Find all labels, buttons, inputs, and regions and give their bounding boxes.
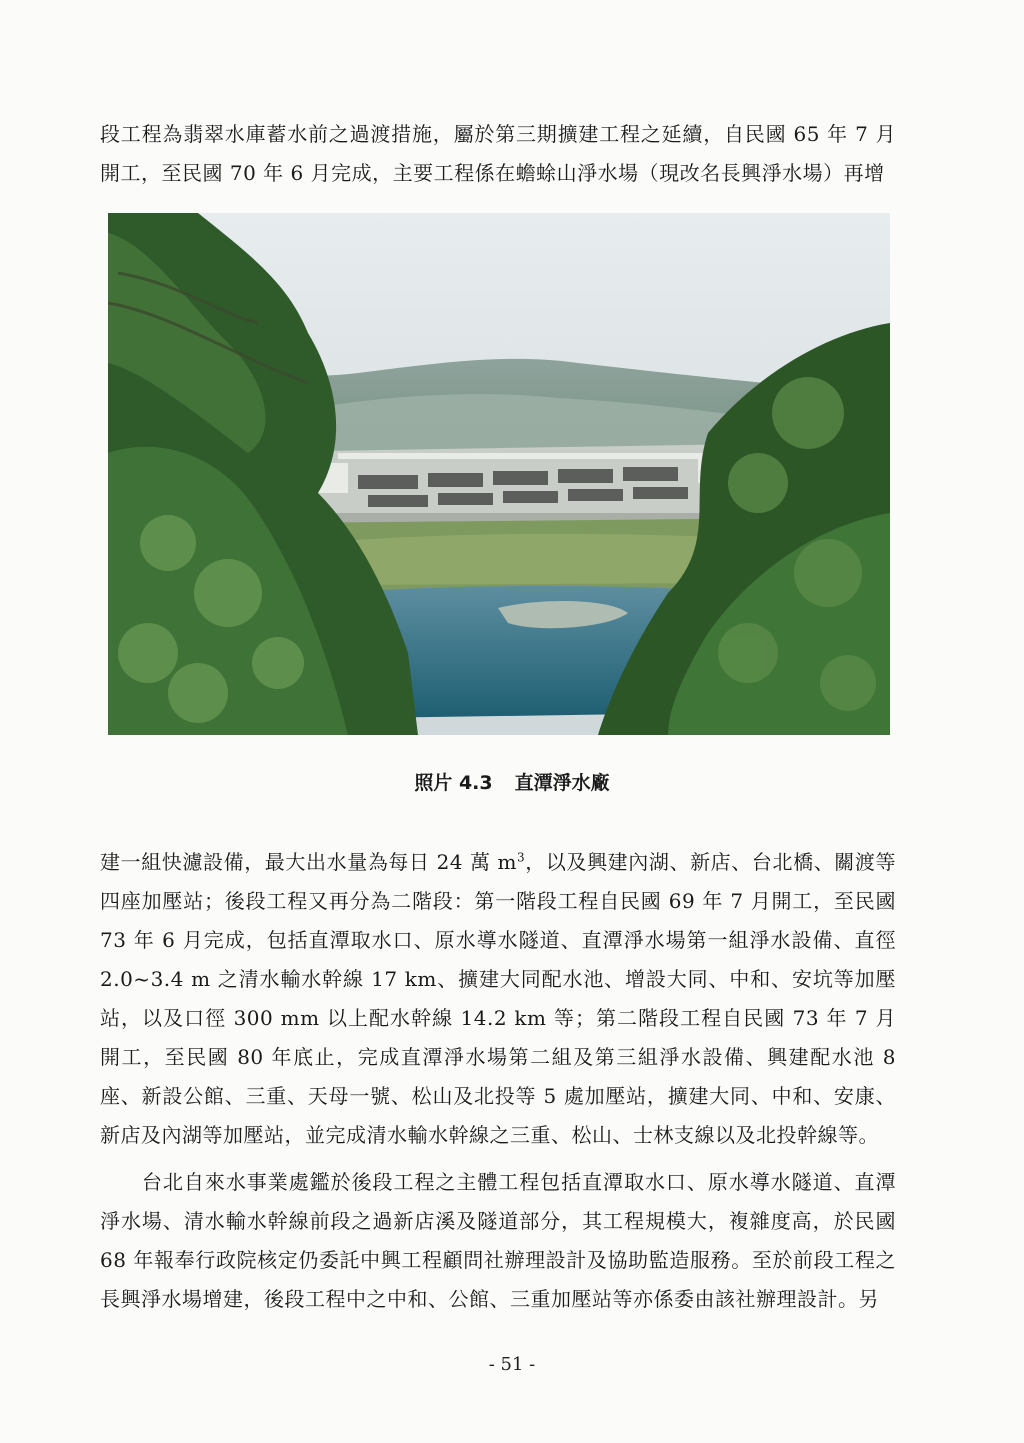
- paragraph-stage-details: [100, 843, 896, 1155]
- superscript-cubic: 3: [517, 850, 526, 865]
- paragraph-design-contract: 台北自來水事業處鑑於後段工程之主體工程包括直潭取水口、原水導水隧道、直潭淨水場、清水輸水幹線前段之過新店溪及隧道部分，其工程規模大，複雜度高，於民國 68 年報奉行政院核定仍委託中興工程顧問社辦理設計及協助監造服務。至於前段工程之長興淨水場增建，後段工程中之中和、公館、三重加壓站等亦係委由該社辦理設計。另: [100, 1170, 896, 1311]
- caption-label: 照片 4.3: [414, 772, 493, 794]
- page-number: - 51 -: [488, 1354, 536, 1375]
- photo-caption: [0, 768, 1024, 795]
- paragraph-intro: 段工程為翡翠水庫蓄水前之過渡措施，屬於第三期擴建工程之延續，自民國 65 年 7 月開工，至民國 70 年 6 月完成，主要工程係在蟾蜍山淨水場（現改名長興淨水場）再增: [100, 122, 896, 185]
- photo-water-treatment-plant: [108, 213, 890, 735]
- paragraph-stage-part2: ，以及興建內湖、新店、台北橋、關渡等四座加壓站；後段工程又再分為二階段：第一階段工程自民國 69 年 7 月開工，至民國 73 年 6 月完成，包括直潭取水口、原水導水隧道、直潭淨水場第一組淨水設備、直徑 2.0~3.4 m 之清水輸水幹線 17 km、擴建大同配水池、增設大同、中和、安坑等加壓站，以及口徑 300 mm 以上配水幹線 14.2 km 等；第二階段工程自民國 73 年 7 月開工，至民國 80 年底止，完成直潭淨水場第二組及第三組淨水設備、興建配水池 8 座、新設公館、三重、天母一號、松山及北投等 5 處加壓站，擴建大同、中和、安康、新店及內湖等加壓站，並完成清水輸水幹線之三重、松山、士林支線以及北投幹線等。: [100, 850, 896, 1147]
- caption-title: 直潭淨水廠: [514, 772, 610, 794]
- paragraph-stage-part1: 建一組快濾設備，最大出水量為每日 24 萬 m: [100, 850, 518, 874]
